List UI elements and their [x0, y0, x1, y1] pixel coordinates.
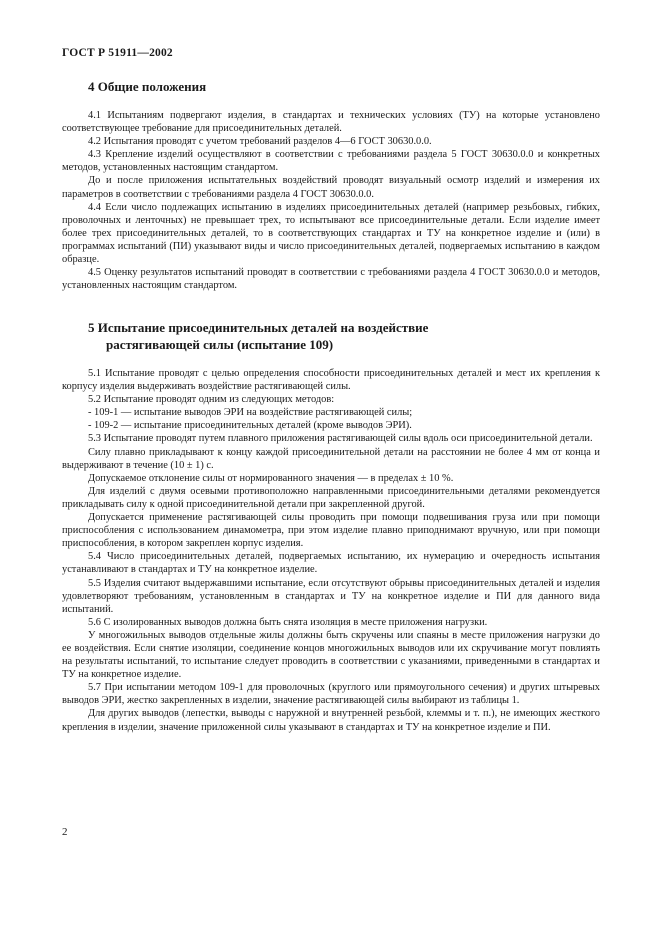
paragraph: У многожильных выводов отдельные жилы должны быть скручены или спаяны в месте приложения нагрузки до ее воздействия. Если снятие изоляции, соединение концов многожильных выводов или их скручивание могут повлиять на результаты испытаний, то испытание следует проводить в соответствии с указаниями, приведенными в стандартах и ТУ на конкретное изделие.	[62, 629, 600, 681]
section-5-title-line-1: 5 Испытание присоединительных деталей на воздействие	[88, 320, 429, 335]
paragraph: 4.2 Испытания проводят с учетом требований разделов 4—6 ГОСТ 30630.0.0.	[88, 136, 432, 148]
paragraph: 5.1 Испытание проводят с целью определения способности присоединительных деталей и мест их крепления к корпусу изделия выдерживать воздействие растягивающей силы.	[62, 368, 600, 393]
paragraph: 5.6 С изолированных выводов должна быть снята изоляция в месте приложения нагрузки.	[88, 616, 488, 628]
paragraph: Допускается применение растягивающей силы проводить при помощи подвешивания груза или при помощи приспособления с использованием динамометра, при этом изделие плавно приподнимают вручную, или при помощи приспособления, в котором закреплен корпус изделия.	[62, 512, 600, 550]
paragraph: До и после приложения испытательных воздействий проводят визуальный осмотр изделий и измерения их параметров в соответствии с требованиями раздела 4 ГОСТ 30630.0.0.	[62, 175, 600, 200]
section-5-body	[62, 367, 600, 734]
paragraph: 5.2 Испытание проводят одним из следующих методов:	[88, 394, 335, 406]
paragraph: Для изделий с двумя осевыми противоположно направленными присоединительными деталями рекомендуется прикладывать силу к одной присоединительной детали при закрепленной другой.	[62, 485, 600, 510]
section-4-body	[62, 109, 600, 292]
standard-code-header: ГОСТ Р 51911—2002	[62, 47, 173, 59]
list-item: - 109-2 — испытание присоединительных деталей (кроме выводов ЭРИ).	[88, 420, 412, 432]
paragraph: Силу плавно прикладывают к концу каждой присоединительной детали на расстоянии не более 4 мм от конца и выдерживают в течение (10 ± 1) с.	[62, 446, 600, 471]
paragraph: 5.3 Испытание проводят путем плавного приложения растягивающей силы вдоль оси присоединительной детали.	[88, 433, 593, 445]
page-number: 2	[62, 826, 68, 838]
section-4-title: 4 Общие положения	[88, 79, 207, 94]
paragraph: Для других выводов (лепестки, выводы с наружной и внутренней резьбой, клеммы и т. п.), не имеющих жесткого крепления в изделии, значение приложенной силы указывают в стандартах и ТУ на конкретное изделие и ПИ.	[62, 708, 600, 733]
section-5-title-line-2: растягивающей силы (испытание 109)	[106, 337, 334, 352]
paragraph: 4.5 Оценку результатов испытаний проводят в соответствии с требованиями раздела 4 ГОСТ 30630.0.0 и методов, установленных настоящим стандартом.	[62, 267, 600, 292]
paragraph: 5.7 При испытании методом 109-1 для проволочных (круглого или прямоугольного сечения) и других штыревых выводов ЭРИ, жестко закрепленных в изделии, значение растягивающей силы выбирают из таблицы 1.	[62, 682, 600, 707]
paragraph: 4.4 Если число подлежащих испытанию в изделиях присоединительных деталей (например резьбовых, гибких, проволочных и ленточных) не превышает трех, то испытывают все присоединительные детали. Если изделие имеет более трех присоединительных деталей, то в соответствующих стандартах и ТУ на конкретное изделие и (или) в программах испытаний (ПИ) указывают виды и число присоединительных деталей, подвергаемых испытанию в каждом образце.	[62, 201, 600, 266]
paragraph: 4.3 Крепление изделий осуществляют в соответствии с требованиями раздела 5 ГОСТ 30630.0.0 и конкретных методов, установленных настоящим стандартом.	[62, 149, 600, 174]
paragraph: Допускаемое отклонение силы от нормированного значения — в пределах ± 10 %.	[88, 472, 454, 484]
paragraph: 5.5 Изделия считают выдержавшими испытание, если отсутствуют обрывы присоединительных деталей и изделия удовлетворяют требованиям, установленным в стандартах и ТУ на конкретное изделие и ПИ для данного вида испытаний.	[62, 577, 600, 615]
paragraph: 5.4 Число присоединительных деталей, подвергаемых испытанию, их нумерацию и очередность испытания устанавливают в стандартах и ТУ на конкретное изделие.	[62, 551, 600, 576]
list-item: - 109-1 — испытание выводов ЭРИ на воздействие растягивающей силы;	[88, 407, 413, 419]
paragraph: 4.1 Испытаниям подвергают изделия, в стандартах и технических условиях (ТУ) на которые установлено соответствующее требование для присоединительных деталей.	[62, 110, 600, 135]
